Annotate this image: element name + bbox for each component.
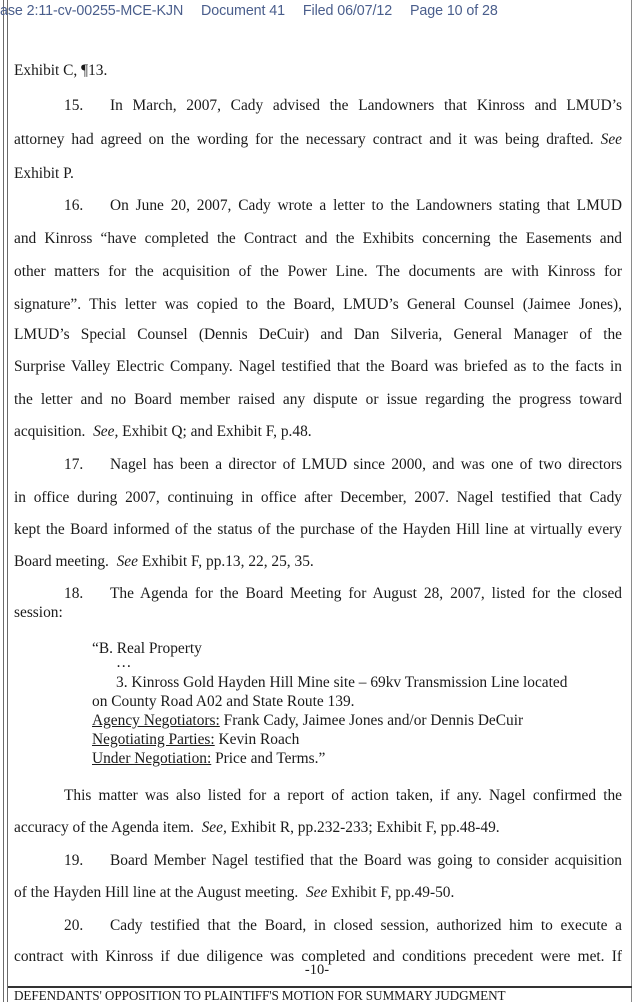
left-margin-rule-inner (7, 0, 8, 1002)
case-number: ase 2:11-cv-00255-MCE-KJN (0, 3, 184, 19)
body-text: Exhibit R, pp.232-233; Exhibit F, pp.48-49. (230, 819, 500, 836)
body-text: accuracy of the Agenda item. (14, 819, 194, 836)
body-line (14, 819, 500, 837)
paragraph-18-start (14, 585, 622, 603)
body-text: Board Member Nagel testified that the Board was going to consider acquisition (110, 852, 622, 869)
body-line: and Kinross “have completed the Contract and the Exhibits concerning the Easements and (14, 230, 622, 247)
page-number: -10- (304, 962, 330, 978)
paragraph-17-start (14, 456, 622, 474)
body-line: other matters for the acquisition of the Power Line. The documents are with Kinross for (14, 263, 622, 280)
quote-label: Under Negotiation: (92, 750, 212, 767)
body-text: acquisition. (14, 423, 86, 440)
filed-date: Filed 06/07/12 (302, 3, 393, 19)
document-number: Document 41 (201, 3, 285, 19)
citation-signal: See, (93, 423, 119, 440)
page-indicator: Page 10 of 28 (409, 3, 498, 19)
quote-label: Negotiating Parties: (92, 731, 215, 748)
body-text: In March, 2007, Cady advised the Landowners that Kinross and LMUD’s (110, 97, 622, 114)
body-text: Exhibit F, pp.13, 22, 25, 35. (141, 553, 314, 570)
body-line: the letter and no Board member raised any dispute or issue regarding the progress toward (14, 391, 622, 408)
body-line (14, 553, 314, 571)
quote-line: “B. Real Property (92, 640, 202, 657)
quote-value: Price and Terms.” (211, 750, 326, 767)
body-line (14, 131, 622, 149)
body-text: Exhibit Q; and Exhibit F, p.48. (122, 423, 312, 440)
body-line (14, 884, 454, 902)
paragraph-number: 20. (64, 917, 84, 934)
body-text: Cady testified that the Board, in closed session, authorized him to execute a (110, 917, 622, 934)
body-text: Board meeting. (14, 553, 109, 570)
paragraph-number: 15. (64, 97, 84, 114)
paragraph-16-start (14, 197, 622, 215)
body-line: kept the Board informed of the status of the purchase of the Hayden Hill line at virtually every (14, 521, 622, 538)
left-margin-rule (3, 0, 4, 1002)
quote-line: on County Road A02 and State Route 139. (92, 693, 355, 710)
citation-signal: See, (201, 819, 227, 836)
quote-line (92, 731, 299, 749)
citation-signal: See (305, 884, 328, 901)
paragraph-15-start (14, 97, 622, 115)
paragraph-20-start (14, 917, 622, 935)
quote-value: Frank Cady, Jaimee Jones and/or Dennis DeCuir (219, 712, 524, 729)
body-line: Surprise Valley Electric Company. Nagel testified that the Board was briefed as to the facts in (14, 358, 622, 375)
paragraph-number: 18. (64, 585, 84, 602)
body-line: LMUD’s Special Counsel (Dennis DeCuir) and Dan Silveria, General Manager of the (14, 326, 622, 343)
quote-value: Kevin Roach (214, 731, 300, 748)
paragraph-19-start (14, 852, 622, 870)
footer-caption: DEFENDANTS' OPPOSITION TO PLAINTIFF'S MOTION FOR SUMMARY JUDGMENT (14, 988, 506, 1003)
quote-line (92, 712, 523, 730)
body-line: Exhibit P. (14, 165, 74, 182)
ecf-header (0, 3, 512, 23)
right-margin-rule (631, 0, 632, 1002)
body-line: This matter was also listed for a report of action taken, if any. Nagel confirmed the (64, 787, 622, 804)
citation-signal: See (116, 553, 138, 570)
paragraph-number: 19. (64, 852, 84, 869)
body-text: Nagel has been a director of LMUD since 2000, and was one of two directors (110, 456, 622, 473)
body-line: Exhibit C, ¶13. (14, 62, 108, 79)
body-line: contract with Kinross if due diligence was completed and conditions precedent were met. If (14, 948, 622, 965)
paragraph-number: 17. (64, 456, 84, 473)
body-text: Exhibit F, pp.49-50. (331, 884, 455, 901)
body-line: session: (14, 604, 63, 621)
paragraph-number: 16. (64, 197, 84, 214)
citation-signal: See (600, 131, 622, 148)
body-text: The Agenda for the Board Meeting for August 28, 2007, listed for the closed (110, 585, 622, 602)
body-line: signature”. This letter was copied to the Board, LMUD’s General Counsel (Jaimee Jones), (14, 296, 622, 313)
quote-line (92, 750, 325, 768)
quote-ellipsis: … (116, 654, 132, 671)
body-text: attorney had agreed on the wording for the necessary contract and it was being drafted. (14, 131, 594, 148)
quote-label: Agency Negotiators: (92, 712, 220, 729)
body-text: of the Hayden Hill line at the August meeting. (14, 884, 299, 901)
body-line (14, 423, 312, 441)
body-line: in office during 2007, continuing in office after December, 2007. Nagel testified that Cady (14, 489, 622, 506)
quote-line: 3. Kinross Gold Hayden Hill Mine site – 69kv Transmission Line located (116, 674, 568, 691)
body-text: On June 20, 2007, Cady wrote a letter to the Landowners stating that LMUD (110, 197, 622, 214)
